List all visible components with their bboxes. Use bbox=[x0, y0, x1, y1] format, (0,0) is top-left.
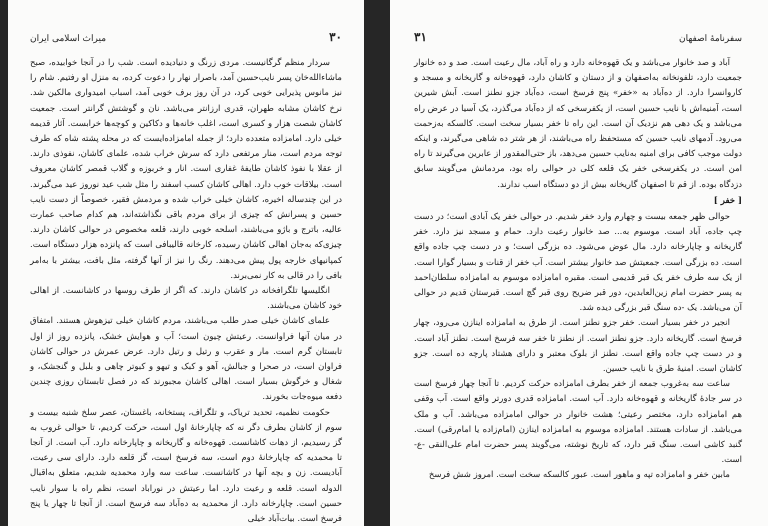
right-page-number: ۳۱ bbox=[414, 30, 427, 44]
paragraph: حکومت نظمیه، تحدید تریاک، و تلگراف، پستخانه، باغستان، عصر سلخ شنبه بیست و سوم از کاشان بطرف دگر نه که چاپارخانهٔ اول است، حرکت کردیم، تا حوالی غروب به گز رسیدیم، از دهات کاشانست. قهوه‌خانه و گاریخانه و چاپارخانه دارد. آب است. از آنجا تا محمدیه که چاپارخانهٔ دوم است، سه فرسخ است، گز قلعه دارد. دارای سی رعیت، آبادیست. زن و بچه آنها در کاشانست. ساعت سه وارد محمدیه شدیم، متعلق به‌اقبال الدوله است. قلعه و رعیت دارد. اما رعیتش در نوراباد است، نظم راه با سوار نایب حسین است. چاپارخانه دارد. از محمدیه به ده‌آباد سه فرسخ است. از آنجا تا چهار یا پنج فرسخ است. بیات‌آباد خیلی bbox=[30, 407, 342, 525]
paragraph: علمای کاشان خیلی صدر طلب می‌باشند، مردم کاشان خیلی تیزهوش هستند. امتفاق در میان آنها فراوانست. رعیتش چیون است؛ آب و هوایش خشک، پانزده روز از اول تابستان گرم است. مار و عقرب و رتیل و رتیل دارد. عرض عمرش در حوالی کاشان فراوان است، در صحرا و جبالش، آهو و کبک و تیهو و کبوتر چاهی و بلبل و گنجشک، و شغال و خرگوش بسیار است. اهالی کاشان مجبورند که در فصل تابستان روزی چندین دفعه میوه‌جات بخورند. bbox=[30, 316, 342, 403]
right-page-body bbox=[414, 56, 742, 484]
paragraph: انجیر در خفر بسیار است. خفر جزو نطنز است. از طرق به امامزاده اینازن می‌رود، چهار فرسخ است. گاریخانه دارد. جزو نطنز است. از نطنز تا خفر سه فرسخ است. نطنز آباد است. و در دست چپ جاده واقع است. نطنز از بلوک معتبر و دارای هشتاد پارچه ده است. جزو کاشان است. امنیهٔ طرق با نایب حسین. bbox=[414, 318, 742, 375]
right-running-title: سفرنامهٔ اصفهان bbox=[678, 34, 742, 44]
paragraph: ساعت سه به‌غروب جمعه از خفر بطرف امامزاده حرکت کردیم. تا آنجا چهار فرسخ است در سر جادهٔ گاریخانه و قهوه‌خانه دارد. آب است. امامزاده قدری دورتر واقع است. آب وقفی هم امامزاده دارد، مختصر رعیتی؛ هشت خانوار در حوالی امامزاده می‌باشد. آب و ملک می‌باشد. از سادات هستند. امامزاده موسوم به امامزاده اینازن (امام‌زاده یا امام‌رقی) است. گنبد کاشی است. سنگ قبر دارد، که تاریخ نوشته، می‌گویند پسر حضرت امام علی‌النقی -ع- است. bbox=[414, 379, 742, 466]
left-page bbox=[8, 0, 364, 526]
paragraph: انگلیسها تلگرافخانه در کاشان دارند. که اگر از طرف روسها در کاشانست. از اهالی خود کاشان می‌باشند. bbox=[30, 286, 342, 312]
right-page bbox=[390, 0, 768, 526]
left-page-number: ۳۰ bbox=[329, 30, 342, 44]
paragraph: سردار منظم گرگانیست. مردی زرنگ و دنیادیده است. شب را در آنجا خوابیده، صبح ماشاءالله‌خان پسر نایب‌حسین آمد، باصرار نهار را دعوت کرده، به منزل او رفتیم. شام را نیز مانوس پذیرایی خوبی کرد، در آن روز برف خوبی آمد، اسباب امیدواری مالکین شد. نرخ کاشان مشابه طهران، قدری ارزانتر می‌باشد. نان و گوشتش گرانتر است. جمعیت کاشان شصت هزار و کسری است، اغلب خانه‌ها و دکاکین و کوچه‌ها خرابست. آثار قدیمه خیلی دارد. امامزاده متعدده دارد؛ از جمله امامزاده‌ایست که در محله پشته شاه که طرف توجه مردم است، منار مرتفعی دارد که سرش خراب شده، علمای کاشان، نفوذی دارند. از عقلا با نفوذ کاشان طایفهٔ غفاری است. انار و خربوزه و گلاب قمصر کاشان معروف است. بیلاقات خوب دارد. اهالی کاشان کسب اسفند را مثل شب عید نوروز عید می‌گیرند. در این چندساله اخیره، کاشان خیلی خراب شده و مردمش فقیر، خصوصاً از دست نایب حسین و پسرانش که چیزی از برای مردم باقی نگذاشته‌اند، هم کدام صاحب عمارت عالیه، باترج و باژو می‌باشند، اسلحه خوبی دارند، قلعه مخصوص در حوالی کاشان دارند. چیزی‌که به‌جان اهالی کاشان رسیده، کارخانه قالیبافی است که پانزده هزار دستگاه است. کمپانیهای خارجه پول پیش می‌دهند. رنگ را نیز از آنها گرفته، مثل بافت، بیشتر با به‌امر بافی را در قالی به کار نمی‌برند. bbox=[30, 58, 342, 281]
paragraph: مابین خفر و امامزاده تپه و ماهور است. عبور کالسکه سخت است. امروز شش فرسخ bbox=[428, 470, 730, 481]
paragraph: آباد و صد خانوار می‌باشد و یک قهوه‌خانه دارد و راه آباد، مال رعیت است. صد و ده خانوار جمعیت دارد، تلفونخانه به‌اصفهان و از دستان و کاشان دارد، قهوه‌خانه و گاریخانه و مسجد و کاروانسرا دارد. از ده‌آباد به «خفر» پنج فرسخ است، ده‌آباد جزو نطنز است. آبش شیرین است، آمنیه‌اش با نایب حسین است، از یکفرسخی که از ده‌آباد می‌گذرد، یک آسیا در عرض راه می‌باشد و یک دهی هم نزدیک آن است. این راه تا خفر بسیار سخت است. کالسکه به‌زحمت می‌رود. آدمهای نایب حسین که مستحفظ راه می‌باشند، از هر شتر ده شاهی می‌گیرند، و اینکه دولت موجب کافی برای امنیه به‌نایب حسین می‌دهد، باز حتی‌المقدور از عابرین می‌گیرند تا راه امن است. در یکفرسخی خفر یک قلعه کلی در حوالی راه بود، مردمانش می‌گویند سابق دزدگاه بوده. از قم تا اصفهان گاریخانه بیش از دو دستگاه اسب ندارند. bbox=[414, 58, 742, 190]
right-page-header bbox=[414, 30, 742, 44]
left-running-title: میراث اسلامی ایران bbox=[30, 34, 107, 44]
paragraph: حوالی ظهر جمعه بیست و چهارم وارد خفر شدیم. در حوالی خفر یک آبادی است؛ در دست چپ جاده، آباد است. موسوم به... صد خانوار رعیت دارد. حمام و مسجد نیز دارد. خفر گاریخانه و چاپارخانه دارد. مال عوض می‌شود. ده بزرگی است؛ و در دست چپ جاده واقع است. ده بزرگی است. جمعیتش صد خانوار بیشتر است. آب خفر از قنات و بسیار گوارا است. از یک سه طرف خفر یک قبر قدیمی است. مقبره امامزاده موسوم به امامزاده سلطان‌احمد به پسر حضرت امام زین‌العابدین، دور قبر ضریح روی قبر گچ است. قبرستان قدیم در حوالی آن می‌باشد. یک -ده سنگ قبر بزرگی دیده شد. bbox=[414, 212, 742, 314]
left-page-body bbox=[30, 56, 342, 526]
left-page-header bbox=[30, 30, 342, 44]
section-heading: [ خفر ] bbox=[713, 195, 742, 206]
